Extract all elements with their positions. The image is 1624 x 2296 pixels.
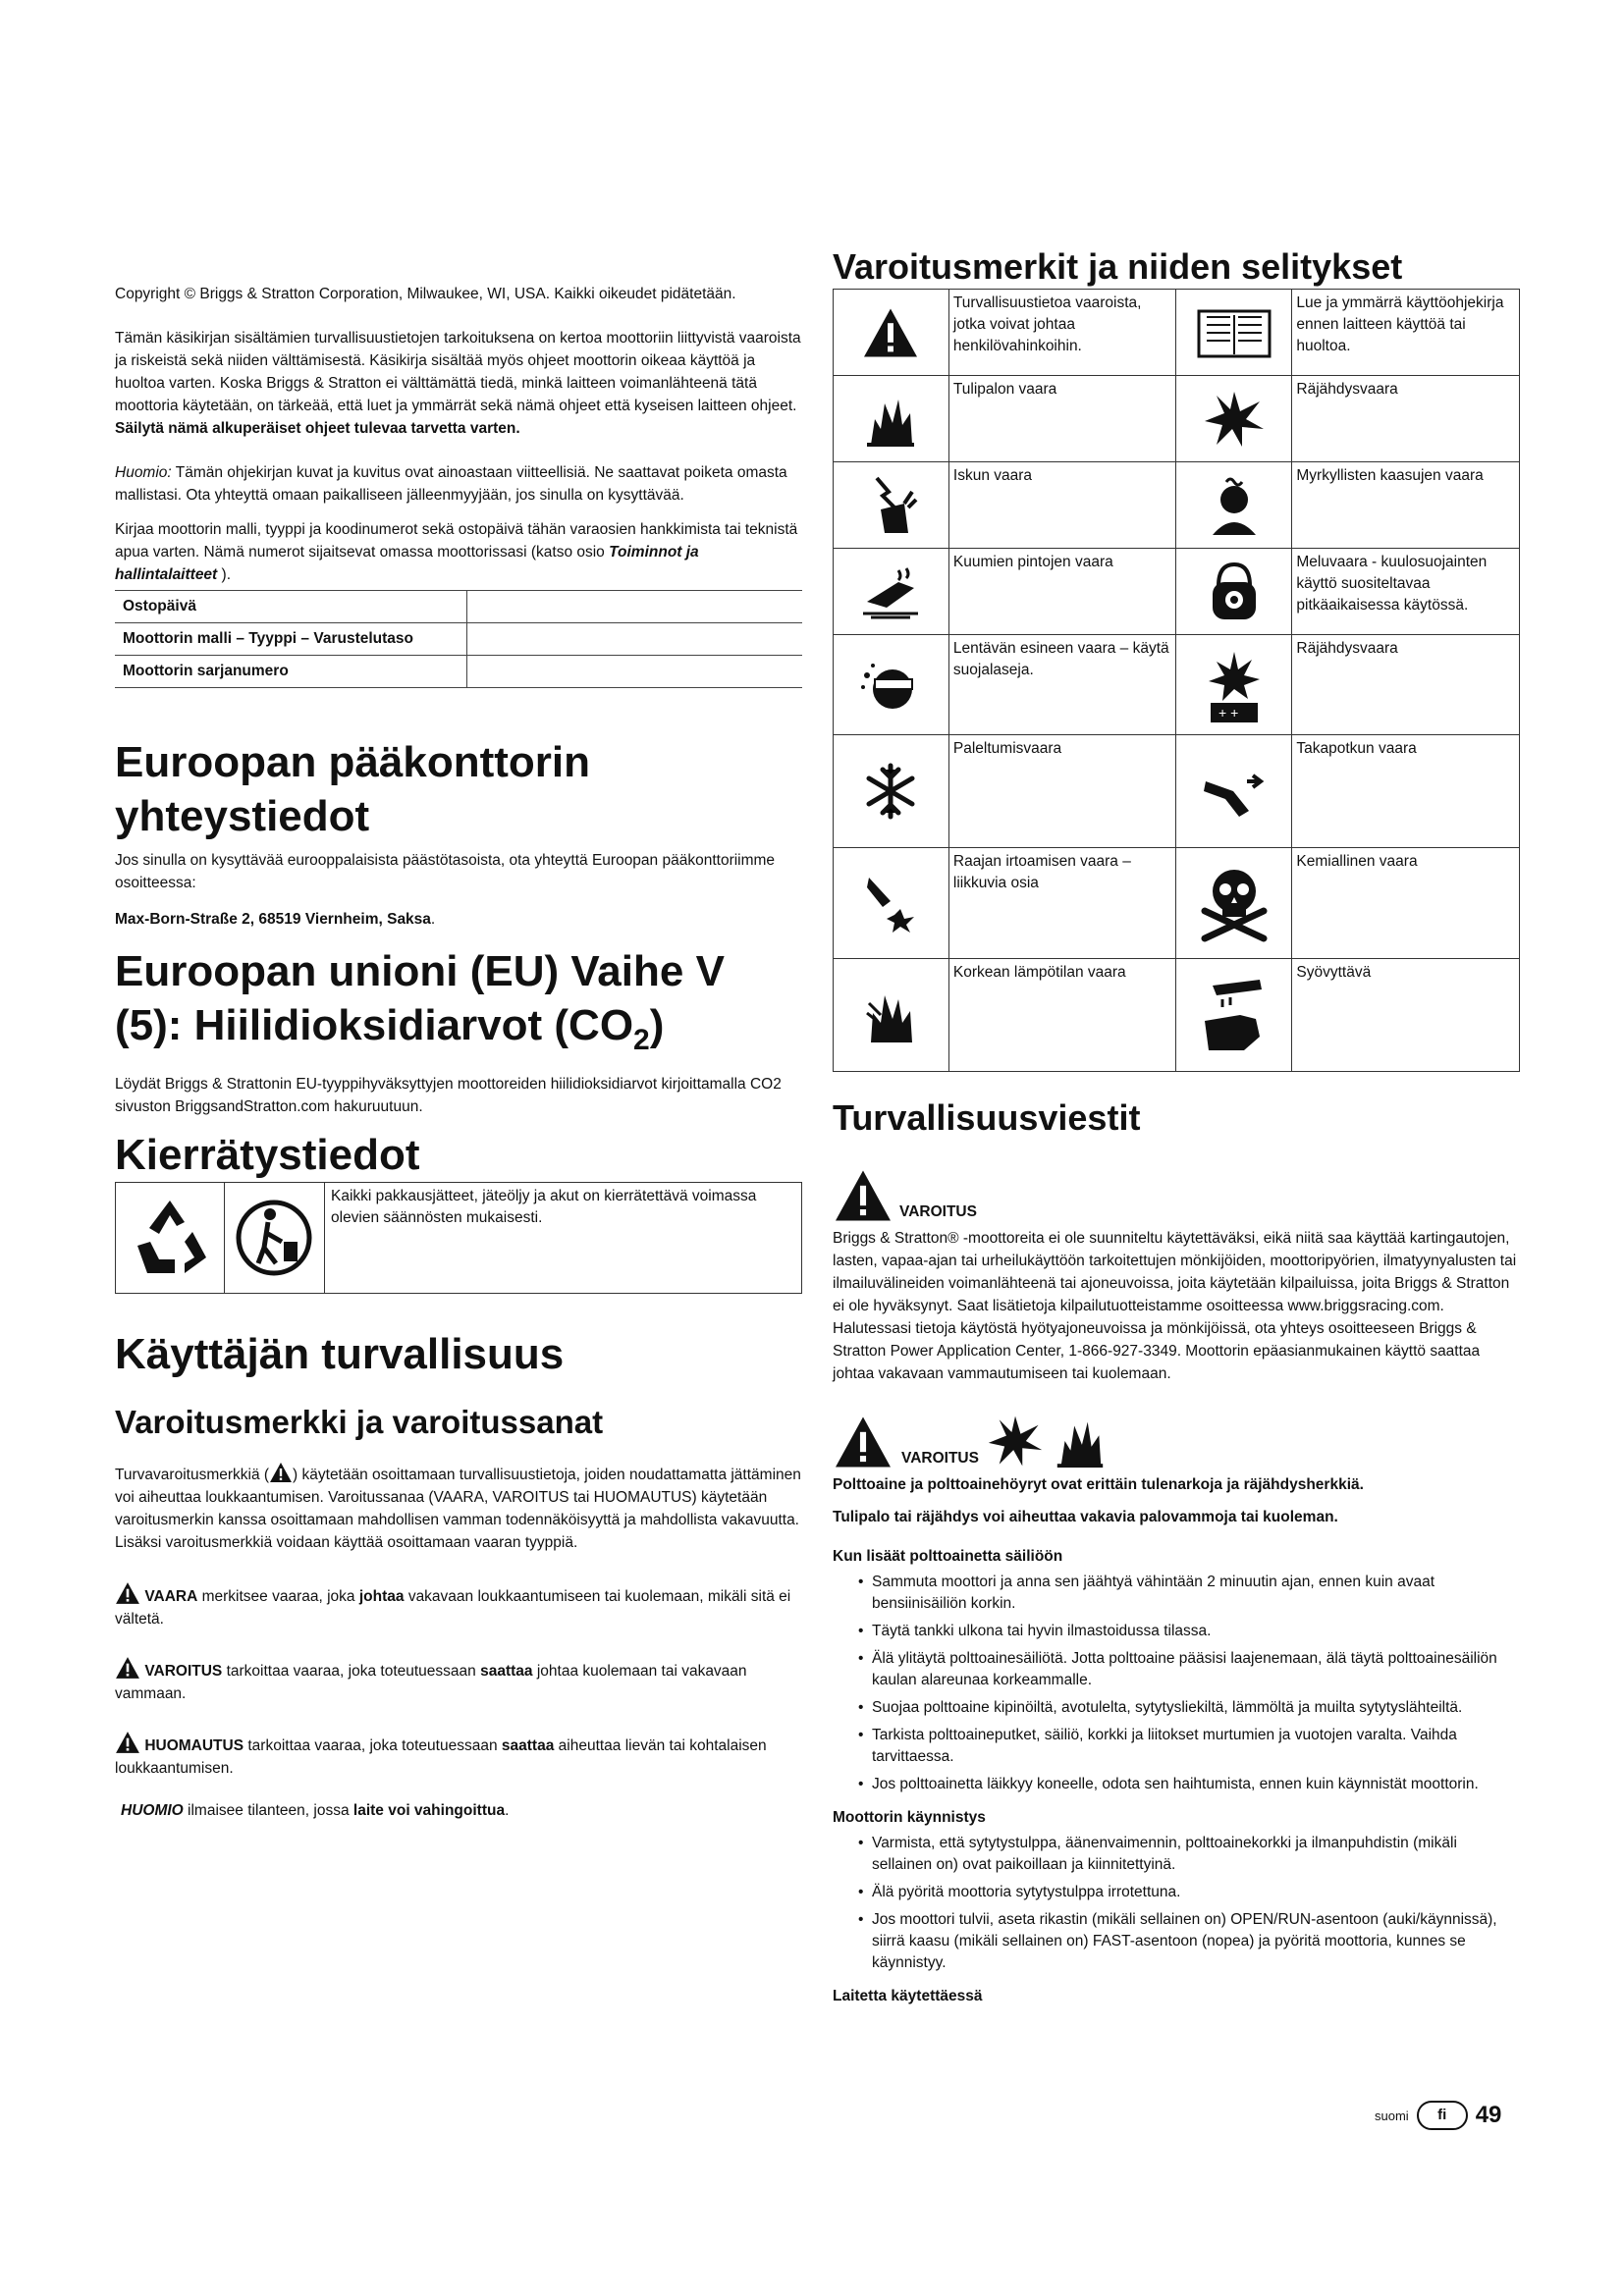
eu-hq-address: Max-Born-Straße 2, 68519 Viernheim, Saksa. [115, 911, 436, 928]
serial-cell [466, 656, 802, 688]
frost-icon [861, 762, 920, 821]
table-row: Korkean lämpötilan vaara Syövyttävä [834, 959, 1520, 1072]
recycle-table [115, 1182, 802, 1294]
recycle-title: Kierrätystiedot [115, 1130, 420, 1179]
intro-section [115, 283, 802, 586]
model-cell [466, 623, 802, 656]
corrosive-icon [1195, 976, 1273, 1054]
copyright-text: Copyright © Briggs & Stratton Corporation, Milwaukee, WI, USA. Kaikki oikeudet pidätetään. [115, 286, 736, 302]
right-column [833, 245, 1520, 2007]
fuel-warning-2: Tulipalo tai räjähdys voi aiheuttaa vakavia palovammoja tai kuoleman. [833, 1509, 1338, 1525]
warning-label: VAROITUS [901, 1450, 979, 1467]
recycle-icon [116, 1183, 224, 1293]
fire-icon [1052, 1413, 1109, 1469]
hazard-symbols-table [833, 289, 1520, 1072]
list-item: • Jos polttoainetta läikkyy koneelle, odota sen haihtumista, ennen kuin käynnistät moottorin. [858, 1774, 1520, 1795]
skull-crossbones-icon [1195, 864, 1273, 942]
symbols-title: Varoitusmerkit ja niiden selitykset [833, 246, 1403, 287]
table-row: Turvallisuustietoa vaaroista, jotka voivat johtaa henkilövahinkoihin. Lue ja ymmärrä käyttöohjekirja ennen laitteen käyttöä tai huoltoa. [834, 290, 1520, 376]
explosion-icon [1203, 388, 1266, 451]
messages-title: Turvallisuusviestit [833, 1097, 1141, 1138]
eu-hq-text: Jos sinulla on kysyttävää eurooppalaisista päästötasoista, ota yhteyttä Euroopan pääkonttoriimme osoitteessa: [115, 852, 776, 891]
table-row: Kuumien pintojen vaara Meluvaara - kuulosuojainten käyttö suositeltavaa pitkäaikaisessa käytössä. [834, 549, 1520, 635]
table-row: Moottorin malli – Tyyppi – Varustelutaso [115, 623, 802, 656]
list-item: • Varmista, että sytytystulppa, äänenvaimennin, polttoainekorkki ja ilmanpuhdistin (mikäli sellainen on) ovat paikoillaan ja kiinnitettyinä. [858, 1833, 1520, 1876]
hot-surface-icon [859, 562, 922, 621]
refuel-title: Kun lisäät polttoainetta säiliöön [833, 1548, 1063, 1565]
list-item: • Sammuta moottori ja anna sen jäähtyä vähintään 2 minuutin ajan, ennen kuin avaat bensiinisäiliön korkin. [858, 1572, 1520, 1615]
hot-temperature-icon [861, 984, 920, 1046]
recycle-text: Kaikki pakkausjätteet, jäteöljy ja akut on kierrätettävä voimassa olevien säännösten mukaisesti. [325, 1182, 802, 1293]
warning-block-2 [833, 1413, 1520, 1528]
safety-alert-icon [115, 1656, 140, 1680]
kickback-icon [1200, 762, 1269, 821]
manual-book-icon [1195, 305, 1273, 360]
huomio-definition: HUOMIO ilmaisee tilanteen, jossa laite voi vahingoittua. [121, 1801, 510, 1819]
table-row: Moottorin sarjanumero [115, 656, 802, 688]
fuel-warning-1: Polttoaine ja polttoainehöyryt ovat erittäin tulenarkoja ja räjähdysherkkiä. [833, 1476, 1364, 1493]
list-item: • Tarkista polttoaineputket, säiliö, korkki ja liitokset murtumien ja vuotojen varalta. Vaihda tarvittaessa. [858, 1725, 1520, 1768]
eu-co2-title: Euroopan unioni (EU) Vaihe V (5): Hiilidioksidiarvot $(CO_2)$ [115, 947, 725, 1056]
table-row: Tulipalon vaara Räjähdysvaara [834, 376, 1520, 462]
purchase-date-cell [466, 591, 802, 623]
tidy-man-icon [225, 1183, 323, 1293]
warning-label: VAROITUS [899, 1203, 977, 1220]
flying-objects-icon [859, 654, 922, 717]
start-title: Moottorin käynnistys [833, 1809, 986, 1826]
list-item: • Älä pyöritä moottoria sytytystulppa irrotettuna. [858, 1882, 1520, 1903]
record-text: Kirjaa moottorin malli, tyyppi ja koodinumerot sekä ostopäivä tähän varaosien hankkimista tai teknistä apua varten. Nämä numerot sijaitsevat omassa moottorissasi (katso osio Toiminnot ja hallintalaitteet ). [115, 521, 798, 583]
safety-alert-icon [833, 1168, 893, 1223]
electric-shock-icon [861, 474, 920, 537]
hearing-protection-icon [1205, 561, 1264, 623]
engine-record-table [115, 590, 802, 688]
eu-hq-title: Euroopan pääkonttorin yhteystiedot [115, 738, 590, 840]
table-row: Raajan irtoamisen vaara – liikkuvia osia Kemiallinen vaara [834, 848, 1520, 959]
signal-title: Varoitusmerkki ja varoitussanat [115, 1403, 604, 1440]
safety-alert-icon [115, 1731, 140, 1754]
explosion-icon [987, 1413, 1044, 1469]
moving-parts-icon [861, 872, 920, 934]
eu-co2-text: Löydät Briggs & Strattonin EU-tyyppihyväksyttyjen moottoreiden hiilidioksidiarvot kirjoittamalla CO2 sivuston BriggsandStratton.com hakuruutuun. [115, 1075, 782, 1115]
language-label: suomi [1375, 2108, 1409, 2123]
varoitus-definition: VAROITUS tarkoittaa vaaraa, joka toteutuessaan saattaa johtaa kuolemaan tai vakavaan vammaan. [115, 1656, 802, 1705]
svg-text:+ +: + + [1218, 704, 1239, 721]
signal-text: Turvavaroitusmerkkiä ( ) käytetään osoittamaan turvallisuustietoja, joiden noudattamatta jättäminen voi aiheuttaa loukkaantumisen. Varoitussanaa (VAARA, VAROITUS tai HUOMAUTUS) käytetään varoitusmerkin kanssa osoittamaan mahdollisen vamman todennäköisyyttä ja mahdollista vakavuutta. Lisäksi varoitusmerkkiä voidaan käyttää osoittamaan vaaran tyyppiä. [115, 1462, 802, 1554]
list-item: • Älä ylitäytä polttoainesäiliötä. Jotta polttoaine pääsisi laajenemaan, älä täytä polttoainesäiliön kaulan alareunaa korkeammalle. [858, 1648, 1520, 1691]
left-column [115, 283, 802, 1832]
page-footer [1375, 2101, 1501, 2130]
page-number: 49 [1475, 2102, 1502, 2128]
safety-alert-icon [115, 1581, 140, 1605]
safety-alert-icon [269, 1462, 293, 1483]
fire-icon [861, 390, 920, 449]
table-row: Ostopäivä [115, 591, 802, 623]
vaara-definition: VAARA merkitsee vaaraa, joka johtaa vakavaan loukkaantumiseen tai kuolemaan, mikäli sitä ei vältetä. [115, 1581, 802, 1630]
start-list [858, 1833, 1520, 1974]
note-text: Huomio: Tämän ohjekirjan kuvat ja kuvitus ovat ainoastaan viitteellisiä. Ne saattavat poiketa omasta mallistasi. Ota yhteyttä omaan paikalliseen jälleenmyyjään, jos sinulla on kysyttävää. [115, 464, 787, 504]
safety-alert-icon [833, 1415, 893, 1469]
warning-block-1 [833, 1168, 1520, 1385]
refuel-list [858, 1572, 1520, 1795]
safety-title: Käyttäjän turvallisuus [115, 1329, 565, 1378]
battery-explosion-icon [1205, 646, 1264, 724]
intro-text: Tämän käsikirjan sisältämien turvallisuustietojen tarkoituksena on kertoa moottoriin liittyvistä vaaroista ja riskeistä sekä niiden välttämisestä. Käsikirja sisältää myös ohjeet moottorin oikeaa käyttöä ja huoltoa varten. Koska Briggs & Stratton ei välttämättä tiedä, minkä laitteen voimanlähteenä tätä moottoria käytetään, on tärkeää, että luet ja ymmärrät sekä nämä ohjeet että kyseisen laitteen ohjeet. Säilytä nämä alkuperäiset ohjeet tulevaa tarvetta varten. [115, 330, 801, 437]
table-row: Paleltumisvaara Takapotkun vaara [834, 735, 1520, 848]
operating-title: Laitetta käytettäessä [833, 1988, 983, 2004]
list-item: • Suojaa polttoaine kipinöiltä, avotulelta, sytytysliekiltä, lämmöltä ja muilta sytytyslähteiltä. [858, 1697, 1520, 1719]
safety-alert-icon [861, 306, 920, 359]
list-item: • Täytä tankki ulkona tai hyvin ilmastoidussa tilassa. [858, 1621, 1520, 1642]
toxic-fumes-icon [1205, 474, 1264, 537]
table-row: Lentävän esineen vaara – käytä suojalaseja. + + Räjähdysvaara [834, 635, 1520, 735]
language-badge: fi [1417, 2101, 1468, 2130]
list-item: • Jos moottori tulvii, aseta rikastin (mikäli sellainen on) OPEN/RUN-asentoon (auki/käynnissä), siirrä kaasu (mikäli sellainen on) FAST-asentoon (nopea) ja pyöritä moottoria, kunnes se käynnistyy. [858, 1909, 1520, 1974]
warning-text: Briggs & Stratton® -moottoreita ei ole suunniteltu käytettäväksi, eikä niitä saa käyttää kartingautojen, lasten, vapaa-ajan tai urheilukäyttöön tarkoitettujen mönkijöiden, moottoripyörien, ilmatyynyalusten tai ilmailuvälineiden voimanlähteenä tai ajoneuvoissa, joita käytetään kilpailuissa, joita Briggs & Stratton ei ole hyväksynyt. Saat lisätietoja kilpailutuotteistamme osoitteessa www.briggsracing.com. Halutessasi tietoja käytöstä hyötyajoneuvoissa ja mönkijöissä, ota yhteys osoitteeseen Briggs & Stratton Power Application Center, 1-866-927-3349. Moottorin epäasianmukainen käyttö saattaa johtaa vakavaan vammautumiseen tai kuolemaan. [833, 1230, 1517, 1382]
huomautus-definition: HUOMAUTUS tarkoittaa vaaraa, joka toteutuessaan saattaa aiheuttaa lievän tai kohtalaisen loukkaantumisen. [115, 1731, 802, 1780]
table-row: Iskun vaara Myrkyllisten kaasujen vaara [834, 462, 1520, 549]
